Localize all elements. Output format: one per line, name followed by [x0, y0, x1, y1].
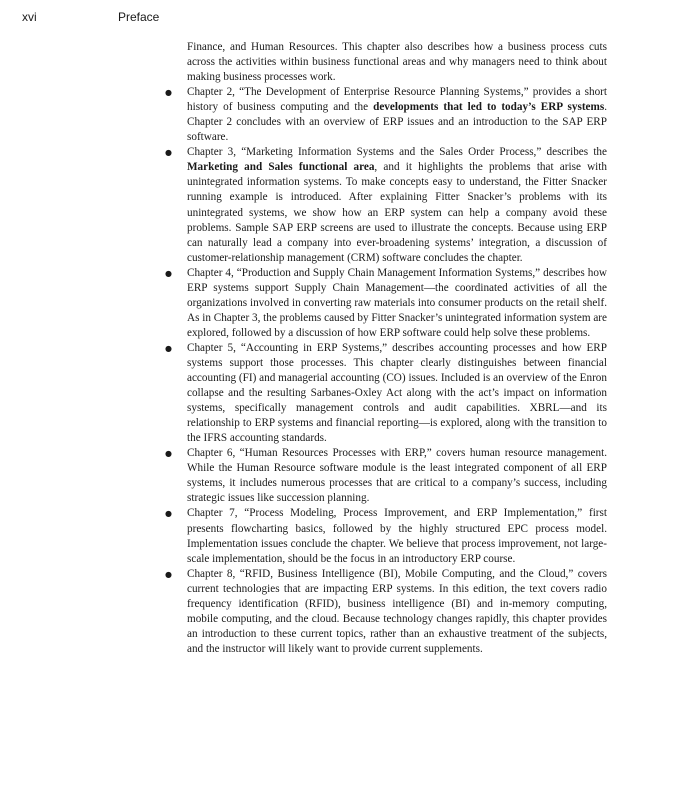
chapter-item-2 [165, 85, 607, 145]
chapter-item-4 [165, 266, 607, 341]
chapter-text: Chapter 6, “Human Resources Processes with ERP,” covers human resource management. While the Human Resource software module is the least integrated component of all ERP systems, it includes numerous processes that are critical to a company’s success, including strategic issues like succession planning. [187, 447, 607, 505]
chapter-text-continued: . Chapter 2 concludes with an overview of ERP issues and an introduction to the SAP ERP software. [187, 101, 607, 144]
chapter-text: Chapter 2, “The Development of Enterprise Resource Planning Systems,” provides a short history of business computing and the [187, 86, 607, 114]
intro-paragraph: Finance, and Human Resources. This chapter also describes how a business process cuts across the activities within business functional areas and why managers need to think about making business processes work. [187, 41, 607, 84]
bullet-icon: ● [165, 88, 172, 98]
page-number: xvi [22, 10, 37, 24]
bullet-icon: ● [165, 268, 172, 278]
bullet-icon: ● [165, 148, 172, 158]
chapter-text-continued: , and it highlights the problems that arise with unintegrated information systems. To make concepts easy to understand, the Fitter Snacker running example is introduced. After explaining Fitter Snacker’s problems with its unintegrated systems, we show how an ERP system can help a company avoid these problems. Sample SAP ERP screens are used to illustrate the concepts. Because using ERP can naturally lead a company into ever-broadening systems’ integration, a discussion of customer-relationship management (CRM) software concludes the chapter. [187, 161, 607, 264]
chapter-item-6 [165, 446, 607, 506]
chapter-text: Chapter 5, “Accounting in ERP Systems,” describes accounting processes and how ERP systems support those processes. This chapter clearly distinguishes between financial accounting (FI) and managerial accounting (CO) issues. Included is an overview of the Enron collapse and the resulting Sarbanes-Oxley Act along with the act’s impact on information systems, specifically management controls and audit capabilities. XBRL—and its relationship to ERP systems and financial reporting—is explored, along with the transition to the IFRS accounting standards. [187, 341, 607, 445]
running-head [0, 10, 673, 30]
bullet-icon: ● [165, 449, 172, 459]
chapter-highlight: Marketing and Sales functional area [187, 161, 375, 174]
chapter-text: Chapter 4, “Production and Supply Chain Management Information Systems,” describes how ERP systems support Supply Chain Management—the coordinated activities of all the organizations involved in converting raw materials into consumer products on the retail shelf. As in Chapter 3, the problems caused by Fitter Snacker’s unintegrated information system are explored, followed by a discussion of how ERP software could help solve these problems. [187, 266, 607, 339]
chapter-highlight: developments that led to today’s ERP systems [373, 101, 605, 114]
chapter-text: Chapter 7, “Process Modeling, Process Improvement, and ERP Implementation,” first presents flowcharting basics, followed by the highly structured EPC process model. Implementation issues conclude the chapter. We believe that process improvement, not large-scale implementation, should be the focus in an introductory ERP course. [187, 507, 607, 565]
chapter-text: Chapter 3, “Marketing Information Systems and the Sales Order Process,” describes the [187, 146, 607, 159]
chapter-list [165, 85, 607, 657]
chapter-item-8 [165, 567, 607, 657]
chapter-item-7 [165, 506, 607, 566]
bullet-icon: ● [165, 343, 172, 353]
chapter-item-5 [165, 341, 607, 446]
bullet-icon: ● [165, 569, 172, 579]
bullet-icon: ● [165, 509, 172, 519]
chapter-item-3 [165, 145, 607, 265]
chapter-text: Chapter 8, “RFID, Business Intelligence (BI), Mobile Computing, and the Cloud,” covers current technologies that are impacting ERP systems. In this edition, the text covers radio frequency identification (RFID), business intelligence (BI) and in-memory computing, mobile computing, and the cloud. Because technology changes rapidly, this chapter provides an introduction to these current topics, rather than an exhaustive treatment of the subjects, and the instructor will likely want to provide current supplements. [187, 567, 607, 655]
body-text [165, 40, 607, 657]
section-title: Preface [118, 10, 160, 24]
